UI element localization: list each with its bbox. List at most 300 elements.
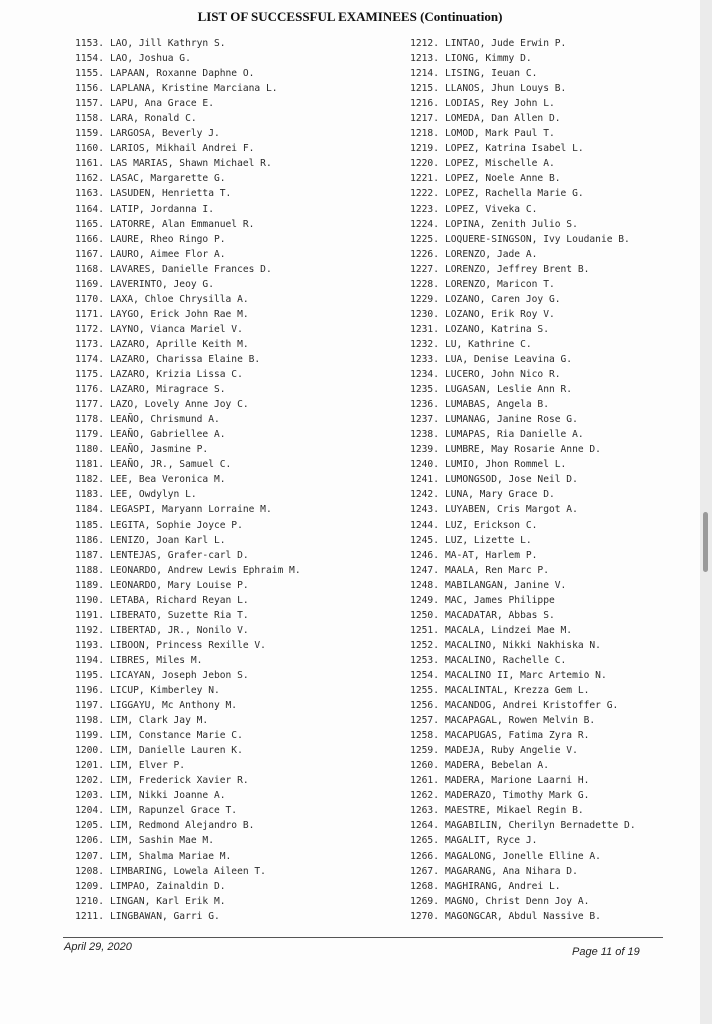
- examinee-number: 1264.: [410, 820, 439, 832]
- examinee-number: 1236.: [410, 399, 439, 411]
- list-item: [66, 713, 301, 728]
- examinee-number: 1232.: [410, 338, 439, 350]
- examinee-number: 1206.: [75, 835, 104, 847]
- examinee-number: 1158.: [75, 113, 104, 125]
- examinee-name: LUA, Denise Leavina G.: [445, 353, 573, 365]
- examinee-name: MACALINO, Rachelle C.: [445, 654, 567, 666]
- list-item: [401, 322, 636, 337]
- examinee-name: LIBRES, Miles M.: [110, 654, 203, 666]
- list-item: [401, 156, 636, 171]
- list-item: [401, 186, 636, 201]
- examinee-name: LATIP, Jordanna I.: [110, 203, 214, 215]
- examinee-name: LOZANO, Erik Roy V.: [445, 308, 555, 320]
- examinee-name: LAPLANA, Kristine Marciana L.: [110, 83, 278, 95]
- list-item: [401, 683, 636, 698]
- examinee-name: MACADATAR, Abbas S.: [445, 609, 555, 621]
- examinee-number: 1240.: [410, 459, 439, 471]
- list-item: [66, 638, 301, 653]
- examinee-name: LIBOON, Princess Rexille V.: [110, 639, 266, 651]
- list-item: [66, 262, 301, 277]
- examinee-name: LAS MARIAS, Shawn Michael R.: [110, 158, 272, 170]
- examinee-name: LOZANO, Caren Joy G.: [445, 293, 561, 305]
- list-item: [66, 849, 301, 864]
- list-item: [66, 186, 301, 201]
- list-item: [66, 758, 301, 773]
- list-item: [401, 442, 636, 457]
- examinee-number: 1221.: [410, 173, 439, 185]
- examinee-number: 1224.: [410, 218, 439, 230]
- examinee-number: 1227.: [410, 263, 439, 275]
- list-item: [401, 773, 636, 788]
- list-item: [401, 728, 636, 743]
- examinee-name: LAURE, Rheo Ringo P.: [110, 233, 226, 245]
- examinee-name: LIBERTAD, JR., Nonilo V.: [110, 624, 249, 636]
- list-item: [401, 518, 636, 533]
- examinee-number: 1154.: [75, 53, 104, 65]
- list-item: [66, 803, 301, 818]
- examinee-number: 1179.: [75, 429, 104, 441]
- examinee-name: LUMANAG, Janine Rose G.: [445, 414, 578, 426]
- examinee-name: LASAC, Margarette G.: [110, 173, 226, 185]
- examinee-name: LUMABAS, Angela B.: [445, 399, 549, 411]
- examinee-number: 1215.: [410, 83, 439, 95]
- examinee-number: 1253.: [410, 654, 439, 666]
- examinee-number: 1230.: [410, 308, 439, 320]
- examinee-number: 1162.: [75, 173, 104, 185]
- examinee-name: MADERA, Marione Laarni H.: [445, 775, 590, 787]
- examinee-number: 1238.: [410, 429, 439, 441]
- examinee-number: 1239.: [410, 444, 439, 456]
- examinee-number: 1258.: [410, 730, 439, 742]
- examinee-number: 1256.: [410, 700, 439, 712]
- examinee-number: 1263.: [410, 805, 439, 817]
- examinee-number: 1191.: [75, 609, 104, 621]
- examinee-number: 1217.: [410, 113, 439, 125]
- examinee-name: LEAÑO, Jasmine P.: [110, 444, 209, 456]
- examinee-name: LAZO, Lovely Anne Joy C.: [110, 399, 249, 411]
- examinee-number: 1234.: [410, 369, 439, 381]
- list-item: [66, 202, 301, 217]
- examinee-name: LAO, Jill Kathryn S.: [110, 38, 226, 49]
- examinee-name: MADERA, Bebelan A.: [445, 760, 549, 772]
- examinee-name: LAZARO, Aprille Keith M.: [110, 338, 249, 350]
- list-item: [401, 472, 636, 487]
- examinee-number: 1208.: [75, 865, 104, 877]
- examinee-name: LAVARES, Danielle Frances D.: [110, 263, 272, 275]
- list-item: [66, 232, 301, 247]
- examinee-number: 1171.: [75, 308, 104, 320]
- examinee-name: LAO, Joshua G.: [110, 53, 191, 65]
- examinee-number: 1181.: [75, 459, 104, 471]
- list-item: [401, 51, 636, 66]
- examinee-number: 1163.: [75, 188, 104, 200]
- examinee-name: MAGABILIN, Cherilyn Bernadette D.: [445, 820, 636, 832]
- examinee-number: 1218.: [410, 128, 439, 140]
- examinee-name: LUMBRE, May Rosarie Anne D.: [445, 444, 601, 456]
- list-item: [66, 879, 301, 894]
- list-item: [401, 412, 636, 427]
- examinee-name: LARA, Ronald C.: [110, 113, 197, 125]
- examinee-name: MACAPUGAS, Fatima Zyra R.: [445, 730, 590, 742]
- examinee-name: LENTEJAS, Grafer-carl D.: [110, 549, 249, 561]
- list-item: [401, 487, 636, 502]
- list-item: [66, 608, 301, 623]
- examinee-name: LEONARDO, Mary Louise P.: [110, 579, 249, 591]
- examinee-number: 1237.: [410, 414, 439, 426]
- examinee-number: 1252.: [410, 639, 439, 651]
- examinee-name: MAGALONG, Jonelle Elline A.: [445, 850, 601, 862]
- examinee-name: LUCERO, John Nico R.: [445, 369, 561, 381]
- examinee-name: LEAÑO, Chrismund A.: [110, 414, 220, 426]
- list-item: [401, 232, 636, 247]
- examinee-number: 1246.: [410, 549, 439, 561]
- examinee-number: 1205.: [75, 820, 104, 832]
- examinee-name: MACALINO II, Marc Artemio N.: [445, 669, 607, 681]
- list-item: [401, 111, 636, 126]
- examinee-number: 1210.: [75, 895, 104, 907]
- examinee-number: 1243.: [410, 504, 439, 516]
- list-item: [66, 548, 301, 563]
- list-item: [66, 728, 301, 743]
- list-item: [66, 412, 301, 427]
- examinee-number: 1259.: [410, 745, 439, 757]
- examinee-name: LOPEZ, Mischelle A.: [445, 158, 555, 170]
- list-item: [401, 668, 636, 683]
- examinee-name: LETABA, Richard Reyan L.: [110, 594, 249, 606]
- examinee-name: LOPEZ, Noele Anne B.: [445, 173, 561, 185]
- list-item: [66, 457, 301, 472]
- list-item: [66, 668, 301, 683]
- examinee-name: MAALA, Ren Marc P.: [445, 564, 549, 576]
- list-item: [401, 307, 636, 322]
- examinee-number: 1266.: [410, 850, 439, 862]
- list-item: [66, 292, 301, 307]
- examinee-number: 1164.: [75, 203, 104, 215]
- examinee-name: LEE, Owdylyn L.: [110, 489, 197, 501]
- list-item: [401, 457, 636, 472]
- examinee-number: 1229.: [410, 293, 439, 305]
- list-item: [401, 202, 636, 217]
- examinee-list-left: [66, 36, 301, 924]
- list-item: [66, 171, 301, 186]
- examinee-number: 1198.: [75, 715, 104, 727]
- examinee-number: 1204.: [75, 805, 104, 817]
- examinee-number: 1170.: [75, 293, 104, 305]
- list-item: [401, 262, 636, 277]
- examinee-name: LAVERINTO, Jeoy G.: [110, 278, 214, 290]
- examinee-number: 1220.: [410, 158, 439, 170]
- examinee-name: LAYGO, Erick John Rae M.: [110, 308, 249, 320]
- list-item: [66, 533, 301, 548]
- examinee-number: 1172.: [75, 323, 104, 335]
- list-item: [66, 743, 301, 758]
- list-item: [401, 337, 636, 352]
- examinee-name: MAGNO, Christ Denn Joy A.: [445, 895, 590, 907]
- list-item: [66, 487, 301, 502]
- examinee-number: 1183.: [75, 489, 104, 501]
- examinee-number: 1168.: [75, 263, 104, 275]
- list-item: [401, 367, 636, 382]
- examinee-number: 1222.: [410, 188, 439, 200]
- list-item: [66, 442, 301, 457]
- examinee-name: LIM, Nikki Joanne A.: [110, 790, 226, 802]
- examinee-name: LEONARDO, Andrew Lewis Ephraim M.: [110, 564, 301, 576]
- examinee-number: 1265.: [410, 835, 439, 847]
- list-item: [401, 623, 636, 638]
- list-item: [66, 322, 301, 337]
- vertical-scrollbar[interactable]: [700, 0, 712, 1024]
- examinee-number: 1194.: [75, 654, 104, 666]
- examinee-number: 1261.: [410, 775, 439, 787]
- list-item: [401, 382, 636, 397]
- examinee-number: 1185.: [75, 519, 104, 531]
- examinee-name: LISING, Ieuan C.: [445, 68, 538, 80]
- list-item: [401, 758, 636, 773]
- list-item: [401, 638, 636, 653]
- examinee-number: 1175.: [75, 369, 104, 381]
- examinee-name: LIM, Rapunzel Grace T.: [110, 805, 238, 817]
- examinee-number: 1159.: [75, 128, 104, 140]
- list-item: [66, 773, 301, 788]
- list-item: [66, 472, 301, 487]
- list-item: [401, 292, 636, 307]
- examinee-number: 1231.: [410, 323, 439, 335]
- examinee-number: 1190.: [75, 594, 104, 606]
- list-item: [401, 849, 636, 864]
- examinee-name: LUZ, Erickson C.: [445, 519, 538, 531]
- list-item: [66, 247, 301, 262]
- examinee-name: LEE, Bea Veronica M.: [110, 474, 226, 486]
- list-item: [401, 247, 636, 262]
- examinee-name: LASUDEN, Henrietta T.: [110, 188, 232, 200]
- list-item: [66, 51, 301, 66]
- scrollbar-thumb[interactable]: [703, 512, 708, 572]
- list-item: [401, 653, 636, 668]
- list-item: [66, 563, 301, 578]
- list-item: [66, 111, 301, 126]
- list-item: [66, 894, 301, 909]
- examinee-list-right: [401, 36, 636, 924]
- list-item: [66, 66, 301, 81]
- list-item: [401, 864, 636, 879]
- examinee-name: LIGGAYU, Mc Anthony M.: [110, 700, 238, 712]
- examinee-name: LOQUERE-SINGSON, Ivy Loudanie B.: [445, 233, 630, 245]
- list-item: [401, 96, 636, 111]
- examinee-number: 1216.: [410, 98, 439, 110]
- examinee-number: 1235.: [410, 384, 439, 396]
- examinee-number: 1195.: [75, 669, 104, 681]
- examinee-number: 1247.: [410, 564, 439, 576]
- list-item: [66, 277, 301, 292]
- examinee-name: LENIZO, Joan Karl L.: [110, 534, 226, 546]
- list-item: [401, 788, 636, 803]
- examinee-number: 1207.: [75, 850, 104, 862]
- examinee-number: 1270.: [410, 910, 439, 922]
- examinee-name: LAYNO, Vianca Mariel V.: [110, 323, 243, 335]
- examinee-name: MAC, James Philippe: [445, 594, 555, 606]
- examinee-number: 1244.: [410, 519, 439, 531]
- list-item: [401, 352, 636, 367]
- examinee-name: LARIOS, Mikhail Andrei F.: [110, 143, 255, 155]
- examinee-name: LOPEZ, Katrina Isabel L.: [445, 143, 584, 155]
- examinee-name: MADEJA, Ruby Angelie V.: [445, 745, 578, 757]
- examinee-number: 1199.: [75, 730, 104, 742]
- examinee-name: LINGAN, Karl Erik M.: [110, 895, 226, 907]
- examinee-number: 1213.: [410, 53, 439, 65]
- examinee-name: LUMONGSOD, Jose Neil D.: [445, 474, 578, 486]
- examinee-name: LOPEZ, Viveka C.: [445, 203, 538, 215]
- examinee-name: LEGITA, Sophie Joyce P.: [110, 519, 243, 531]
- examinee-name: LUYABEN, Cris Margot A.: [445, 504, 578, 516]
- examinee-number: 1250.: [410, 609, 439, 621]
- examinee-name: LATORRE, Alan Emmanuel R.: [110, 218, 255, 230]
- list-item: [401, 548, 636, 563]
- examinee-name: MADERAZO, Timothy Mark G.: [445, 790, 590, 802]
- examinee-number: 1254.: [410, 669, 439, 681]
- examinee-name: LIM, Constance Marie C.: [110, 730, 243, 742]
- examinee-number: 1223.: [410, 203, 439, 215]
- list-item: [401, 713, 636, 728]
- examinee-name: LOPINA, Zenith Julio S.: [445, 218, 578, 230]
- list-item: [66, 788, 301, 803]
- examinee-name: LODIAS, Rey John L.: [445, 98, 555, 110]
- examinee-number: 1167.: [75, 248, 104, 260]
- examinee-number: 1184.: [75, 504, 104, 516]
- examinee-number: 1212.: [410, 38, 439, 49]
- list-item: [66, 81, 301, 96]
- examinee-number: 1262.: [410, 790, 439, 802]
- examinee-name: LORENZO, Maricon T.: [445, 278, 555, 290]
- examinee-number: 1180.: [75, 444, 104, 456]
- examinee-number: 1165.: [75, 218, 104, 230]
- list-item: [66, 352, 301, 367]
- examinee-name: MA-AT, Harlem P.: [445, 549, 538, 561]
- list-item: [401, 397, 636, 412]
- examinee-number: 1161.: [75, 158, 104, 170]
- list-item: [66, 156, 301, 171]
- list-item: [401, 879, 636, 894]
- list-item: [401, 126, 636, 141]
- footer-date: April 29, 2020: [64, 941, 132, 953]
- examinee-name: LIM, Clark Jay M.: [110, 715, 209, 727]
- examinee-number: 1169.: [75, 278, 104, 290]
- examinee-name: LIBERATO, Suzette Ria T.: [110, 609, 249, 621]
- examinee-name: LIMPAO, Zainaldin D.: [110, 880, 226, 892]
- list-item: [401, 818, 636, 833]
- examinee-name: LIM, Sashin Mae M.: [110, 835, 214, 847]
- examinee-name: LICAYAN, Joseph Jebon S.: [110, 669, 249, 681]
- list-item: [401, 171, 636, 186]
- examinee-name: LUZ, Lizette L.: [445, 534, 532, 546]
- list-item: [401, 578, 636, 593]
- list-item: [401, 533, 636, 548]
- examinee-number: 1189.: [75, 579, 104, 591]
- examinee-name: LAURO, Aimee Flor A.: [110, 248, 226, 260]
- list-item: [401, 502, 636, 517]
- page-title: LIST OF SUCCESSFUL EXAMINEES (Continuation): [197, 9, 503, 24]
- examinee-name: LEAÑO, JR., Samuel C.: [110, 459, 232, 471]
- examinee-name: MACANDOG, Andrei Kristoffer G.: [445, 700, 619, 712]
- examinee-number: 1187.: [75, 549, 104, 561]
- examinee-number: 1219.: [410, 143, 439, 155]
- examinee-name: MAGHIRANG, Andrei L.: [445, 880, 561, 892]
- examinee-number: 1269.: [410, 895, 439, 907]
- examinee-number: 1188.: [75, 564, 104, 576]
- examinee-name: LINGBAWAN, Garri G.: [110, 910, 220, 922]
- examinee-name: LAPU, Ana Grace E.: [110, 98, 214, 110]
- examinee-number: 1186.: [75, 534, 104, 546]
- list-item: [66, 502, 301, 517]
- examinee-name: MAGONGCAR, Abdul Nassive B.: [445, 910, 601, 922]
- examinee-name: MACALINTAL, Krezza Gem L.: [445, 685, 590, 697]
- examinee-name: LIM, Redmond Alejandro B.: [110, 820, 255, 832]
- list-item: [401, 427, 636, 442]
- examinee-number: 1214.: [410, 68, 439, 80]
- list-item: [66, 653, 301, 668]
- examinee-number: 1182.: [75, 474, 104, 486]
- list-item: [401, 141, 636, 156]
- examinee-number: 1211.: [75, 910, 104, 922]
- examinee-name: LUNA, Mary Grace D.: [445, 489, 555, 501]
- footer-divider: [63, 937, 663, 938]
- examinee-number: 1177.: [75, 399, 104, 411]
- examinee-number: 1225.: [410, 233, 439, 245]
- examinee-name: LICUP, Kimberley N.: [110, 685, 220, 697]
- list-item: [66, 96, 301, 111]
- examinee-number: 1226.: [410, 248, 439, 260]
- examinee-name: LLANOS, Jhun Louys B.: [445, 83, 567, 95]
- examinee-number: 1153.: [75, 38, 104, 49]
- list-item: [401, 277, 636, 292]
- list-item: [66, 698, 301, 713]
- list-item: [66, 427, 301, 442]
- examinee-name: LUGASAN, Leslie Ann R.: [445, 384, 573, 396]
- examinee-number: 1260.: [410, 760, 439, 772]
- examinee-name: LAPAAN, Roxanne Daphne O.: [110, 68, 255, 80]
- examinee-number: 1166.: [75, 233, 104, 245]
- list-item: [401, 36, 636, 51]
- list-item: [66, 578, 301, 593]
- list-item: [401, 563, 636, 578]
- examinee-name: LIM, Elver P.: [110, 760, 186, 772]
- examinee-name: LUMAPAS, Ria Danielle A.: [445, 429, 584, 441]
- examinee-number: 1209.: [75, 880, 104, 892]
- examinee-name: LIM, Frederick Xavier R.: [110, 775, 249, 787]
- list-item: [66, 818, 301, 833]
- list-item: [66, 683, 301, 698]
- examinee-number: 1228.: [410, 278, 439, 290]
- examinee-name: LIONG, Kimmy D.: [445, 53, 532, 65]
- examinee-name: MAESTRE, Mikael Regin B.: [445, 805, 584, 817]
- examinee-name: LINTAO, Jude Erwin P.: [445, 38, 567, 49]
- examinee-number: 1202.: [75, 775, 104, 787]
- examinee-number: 1178.: [75, 414, 104, 426]
- examinee-name: LIM, Danielle Lauren K.: [110, 745, 243, 757]
- examinee-name: LOMEDA, Dan Allen D.: [445, 113, 561, 125]
- examinee-number: 1174.: [75, 353, 104, 365]
- examinee-number: 1233.: [410, 353, 439, 365]
- examinee-number: 1156.: [75, 83, 104, 95]
- examinee-number: 1251.: [410, 624, 439, 636]
- examinee-name: LUMIO, Jhon Rommel L.: [445, 459, 567, 471]
- list-item: [66, 833, 301, 848]
- examinee-number: 1255.: [410, 685, 439, 697]
- examinee-name: LIM, Shalma Mariae M.: [110, 850, 232, 862]
- list-item: [66, 593, 301, 608]
- examinee-name: MACAPAGAL, Rowen Melvin B.: [445, 715, 596, 727]
- list-item: [66, 36, 301, 51]
- examinee-number: 1267.: [410, 865, 439, 877]
